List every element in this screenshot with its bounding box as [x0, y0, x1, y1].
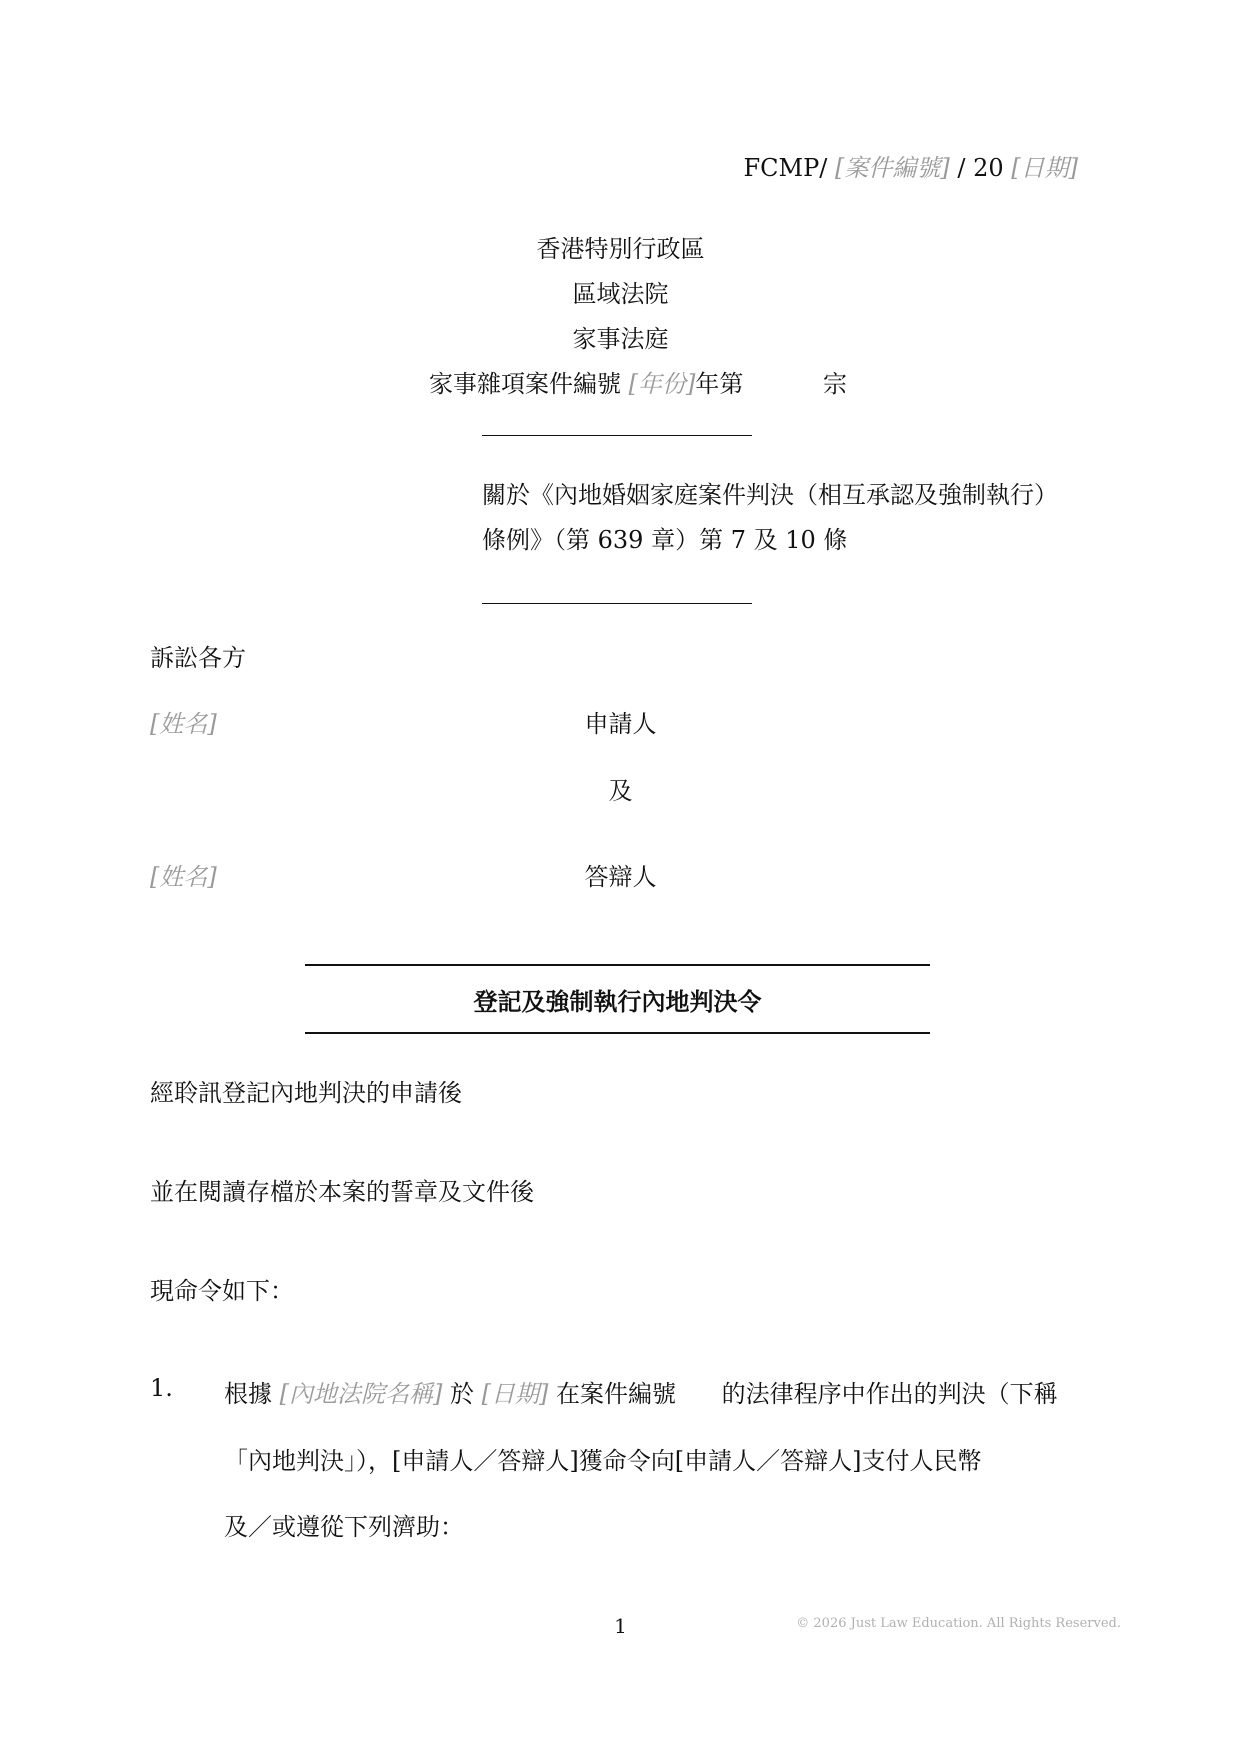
court-division: 家事法庭 [572, 325, 669, 353]
recital-affidavits: 並在閱讀存檔於本案的誓章及文件後 [150, 1178, 534, 1206]
order-title: 登記及強制執行內地判決令 [473, 987, 762, 1016]
respondent-name-placeholder[interactable]: [姓名] [150, 863, 217, 891]
case-ref-prefix: FCMP/ [743, 154, 828, 182]
recital-hearing: 經聆訊登記內地判決的申請後 [150, 1079, 462, 1107]
court-region: 香港特別行政區 [536, 235, 705, 263]
parties-heading: 訴訟各方 [150, 644, 246, 672]
judgment-date-placeholder[interactable]: [日期] [481, 1380, 549, 1408]
parties-and: 及 [608, 777, 633, 805]
title-rule-top [305, 964, 930, 966]
case-number-year-suffix: 年第 [695, 370, 744, 398]
year-placeholder[interactable]: [年份] [628, 370, 696, 398]
case-number-suffix: 宗 [823, 370, 848, 398]
clause-1-text-a: 根據 [224, 1380, 272, 1408]
clause-1-line-2: 「內地判決」），[申請人／答辯人]獲命令向[申請人／答辯人]支付人民幣 [224, 1447, 982, 1475]
applicant-name-placeholder[interactable]: [姓名] [150, 710, 217, 738]
copyright-notice: © 2026 Just Law Education. All Rights Reserved. [796, 1616, 1121, 1631]
applicant-role: 申請人 [584, 710, 657, 738]
clause-1-number: 1. [150, 1374, 173, 1402]
case-date-placeholder[interactable]: [日期] [1011, 154, 1078, 182]
case-number-placeholder[interactable]: [案件編號] [834, 154, 950, 182]
recital-order: 現命令如下： [150, 1277, 294, 1305]
regarding-line-2: 條例》（第 639 章）第 7 及 10 條 [482, 526, 848, 554]
page-number: 1 [614, 1614, 627, 1638]
case-number-line [429, 364, 847, 399]
divider-bottom [482, 603, 752, 604]
case-number-label: 家事雜項案件編號 [429, 370, 621, 398]
case-ref-separator: / 20 [957, 154, 1004, 182]
divider-top [482, 435, 752, 436]
clause-1-text-b: 於 [450, 1380, 475, 1408]
case-reference [744, 148, 1078, 183]
title-rule-bottom [305, 1032, 930, 1034]
clause-1-line-1 [224, 1374, 1058, 1409]
clause-1-text-c: 在案件編號 [556, 1380, 677, 1408]
regarding-line-1: 關於《內地婚姻家庭案件判決（相互承認及強制執行） [482, 481, 1058, 509]
mainland-court-placeholder[interactable]: [內地法院名稱] [279, 1380, 443, 1408]
clause-1-text-d: 的法律程序中作出的判決（下稱 [721, 1380, 1058, 1408]
clause-1-line-3: 及／或遵從下列濟助： [224, 1513, 464, 1541]
court-name: 區域法院 [572, 280, 669, 308]
respondent-role: 答辯人 [584, 863, 657, 891]
